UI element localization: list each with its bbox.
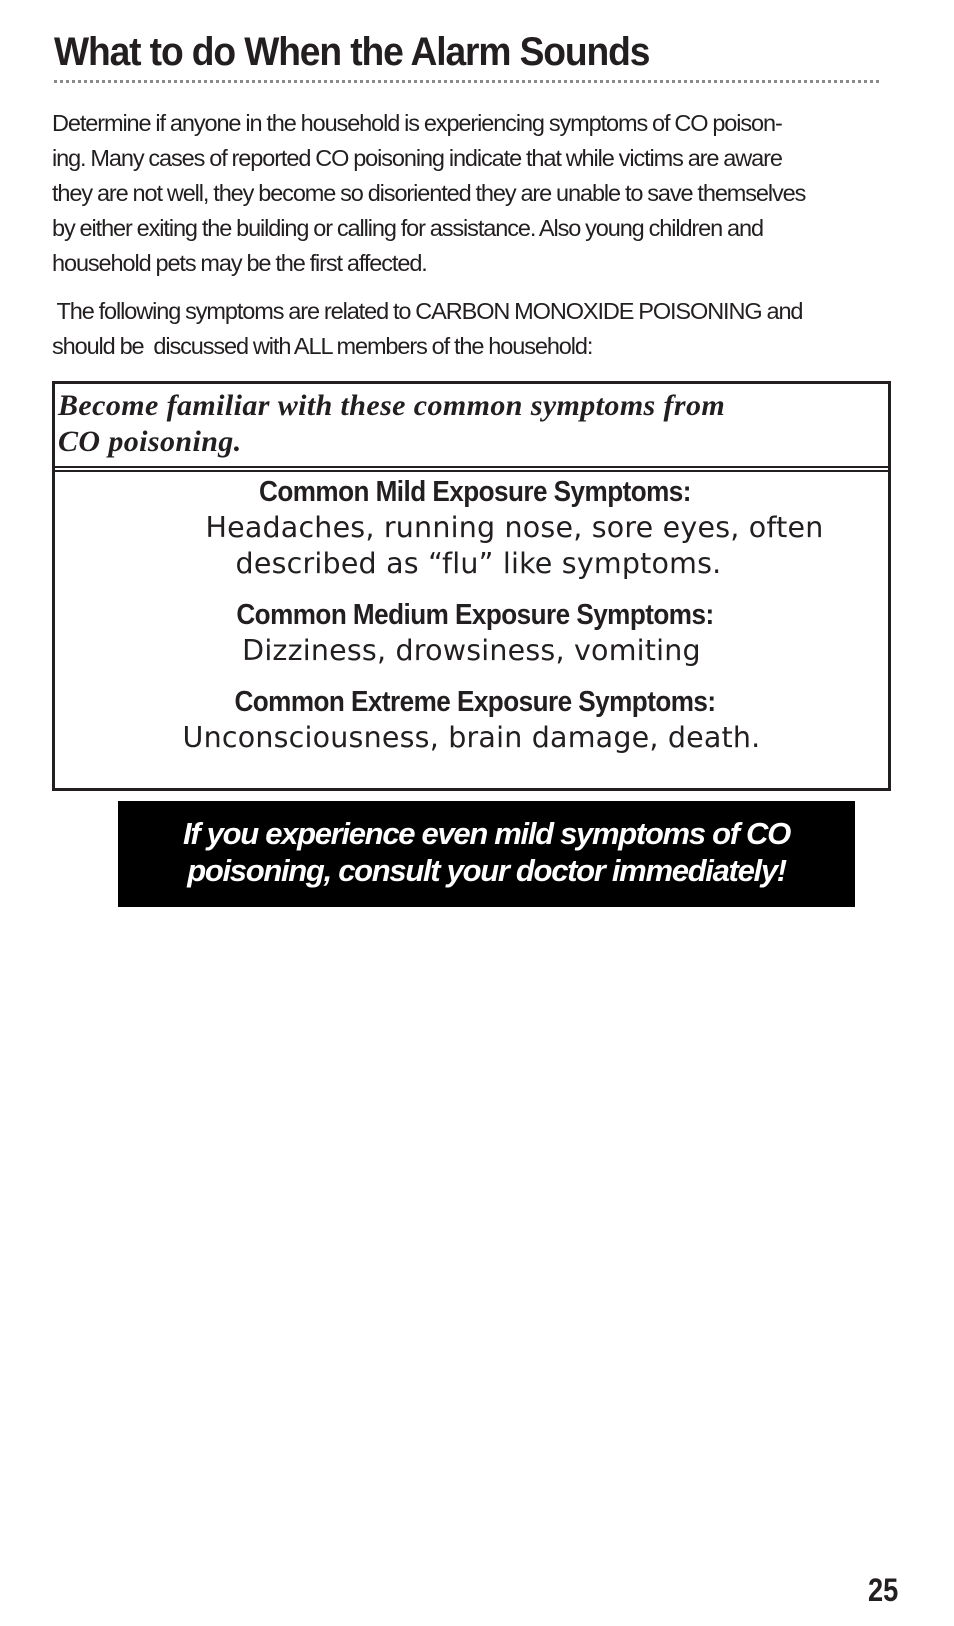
doctor-warning-box [118,801,855,907]
intro-paragraph [52,106,892,281]
symptoms-box-header-text [58,388,725,460]
intro-line: they are not well, they become so disoriented they are unable to save themselves [52,180,806,206]
page-title: What to do When the Alarm Sounds [54,30,650,74]
mild-symptoms-text: Headaches, running nose, sore eyes, often [205,511,824,544]
following-line: should be discussed with ALL members of the household: [52,333,593,359]
doctor-warning-text [118,815,855,889]
symptoms-box [52,381,891,791]
header-line: Become familiar with these common symptoms from [58,389,726,422]
extreme-symptoms-heading: Common Extreme Exposure Symptoms: [234,686,716,718]
extreme-symptoms-group [55,684,888,756]
mild-symptoms-group [55,474,888,582]
intro-line: Determine if anyone in the household is experiencing symptoms of CO poison- [52,110,782,136]
mild-symptoms-heading: Common Mild Exposure Symptoms: [259,476,691,508]
warning-line: If you experience even mild symptoms of CO [183,816,790,851]
extreme-symptoms-text: Unconsciousness, brain damage, death. [182,721,761,754]
intro-line: ing. Many cases of reported CO poisoning indicate that while victims are aware [52,145,782,171]
medium-symptoms-heading: Common Medium Exposure Symptoms: [236,599,714,631]
title-dotted-rule [54,80,879,83]
intro-line: by either exiting the building or calling for assistance. Also young children and [52,215,763,241]
following-paragraph [52,294,892,364]
header-line: CO poisoning. [58,425,242,458]
mild-symptoms-text: described as “flu” like symptoms. [235,547,722,580]
medium-symptoms-group [55,597,888,669]
symptoms-box-header [55,384,888,472]
page-number: 25 [868,1572,899,1608]
intro-line: household pets may be the first affected. [52,250,427,276]
warning-line: poisoning, consult your doctor immediately! [187,853,786,888]
medium-symptoms-text: Dizziness, drowsiness, vomiting [242,634,701,667]
following-line: The following symptoms are related to CARBON MONOXIDE POISONING and [52,298,803,324]
